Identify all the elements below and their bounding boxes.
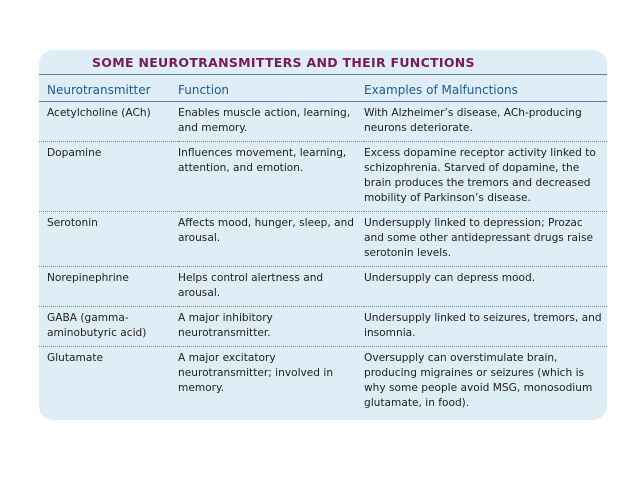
cell-function: A major excitatory neurotransmitter; involved in memory.	[178, 352, 334, 394]
cell-function: Affects mood, hunger, sleep, and arousal.	[178, 212, 364, 267]
cell-function: Influences movement, learning, attention, and emotion.	[178, 142, 364, 212]
table-row	[39, 267, 607, 307]
cell-malfunction: Excess dopamine receptor activity linked to schizophrenia. Starved of dopamine, the brain produces the tremors and decreased mobility of Parkinson’s disease.	[364, 142, 607, 212]
cell-name: Serotonin	[39, 212, 178, 267]
cell-name: Glutamate	[47, 352, 103, 364]
cell-function: Enables muscle action, learning, and memory.	[178, 102, 364, 142]
cell-malfunction: Oversupply can overstimulate brain, producing migraines or seizures (which is why some people avoid MSG, monosodium glutamate, in food).	[364, 352, 593, 409]
table-row	[39, 307, 607, 347]
cell-function: Helps control alertness and arousal.	[178, 267, 364, 307]
table-row	[39, 102, 607, 142]
cell-name: Dopamine	[39, 142, 178, 212]
header-function: Function	[178, 75, 364, 102]
neurotransmitter-table	[39, 74, 607, 416]
cell-name: Norepinephrine	[39, 267, 178, 307]
table-row	[39, 347, 607, 417]
cell-malfunction: Undersupply linked to depression; Prozac and some other antidepressant drugs raise serotonin levels.	[364, 212, 607, 267]
table-row	[39, 212, 607, 267]
cell-malfunction: Undersupply can depress mood.	[364, 267, 607, 307]
cell-malfunction: Undersupply linked to seizures, tremors, and insomnia.	[364, 307, 607, 347]
cell-function: A major inhibitory neurotransmitter.	[178, 307, 364, 347]
cell-malfunction: With Alzheimer’s disease, ACh-producing neurons deteriorate.	[364, 102, 607, 142]
table-row	[39, 142, 607, 212]
cell-name: GABA (gamma-aminobutyric acid)	[39, 307, 178, 347]
header-malfunctions: Examples of Malfunctions	[364, 75, 607, 102]
cell-name: Acetylcholine (ACh)	[39, 102, 178, 142]
header-neurotransmitter: Neurotransmitter	[39, 75, 178, 102]
header-row	[39, 75, 607, 102]
table-title: SOME NEUROTRANSMITTERS AND THEIR FUNCTIONS	[92, 55, 475, 70]
neurotransmitter-table-wrap	[39, 74, 607, 416]
